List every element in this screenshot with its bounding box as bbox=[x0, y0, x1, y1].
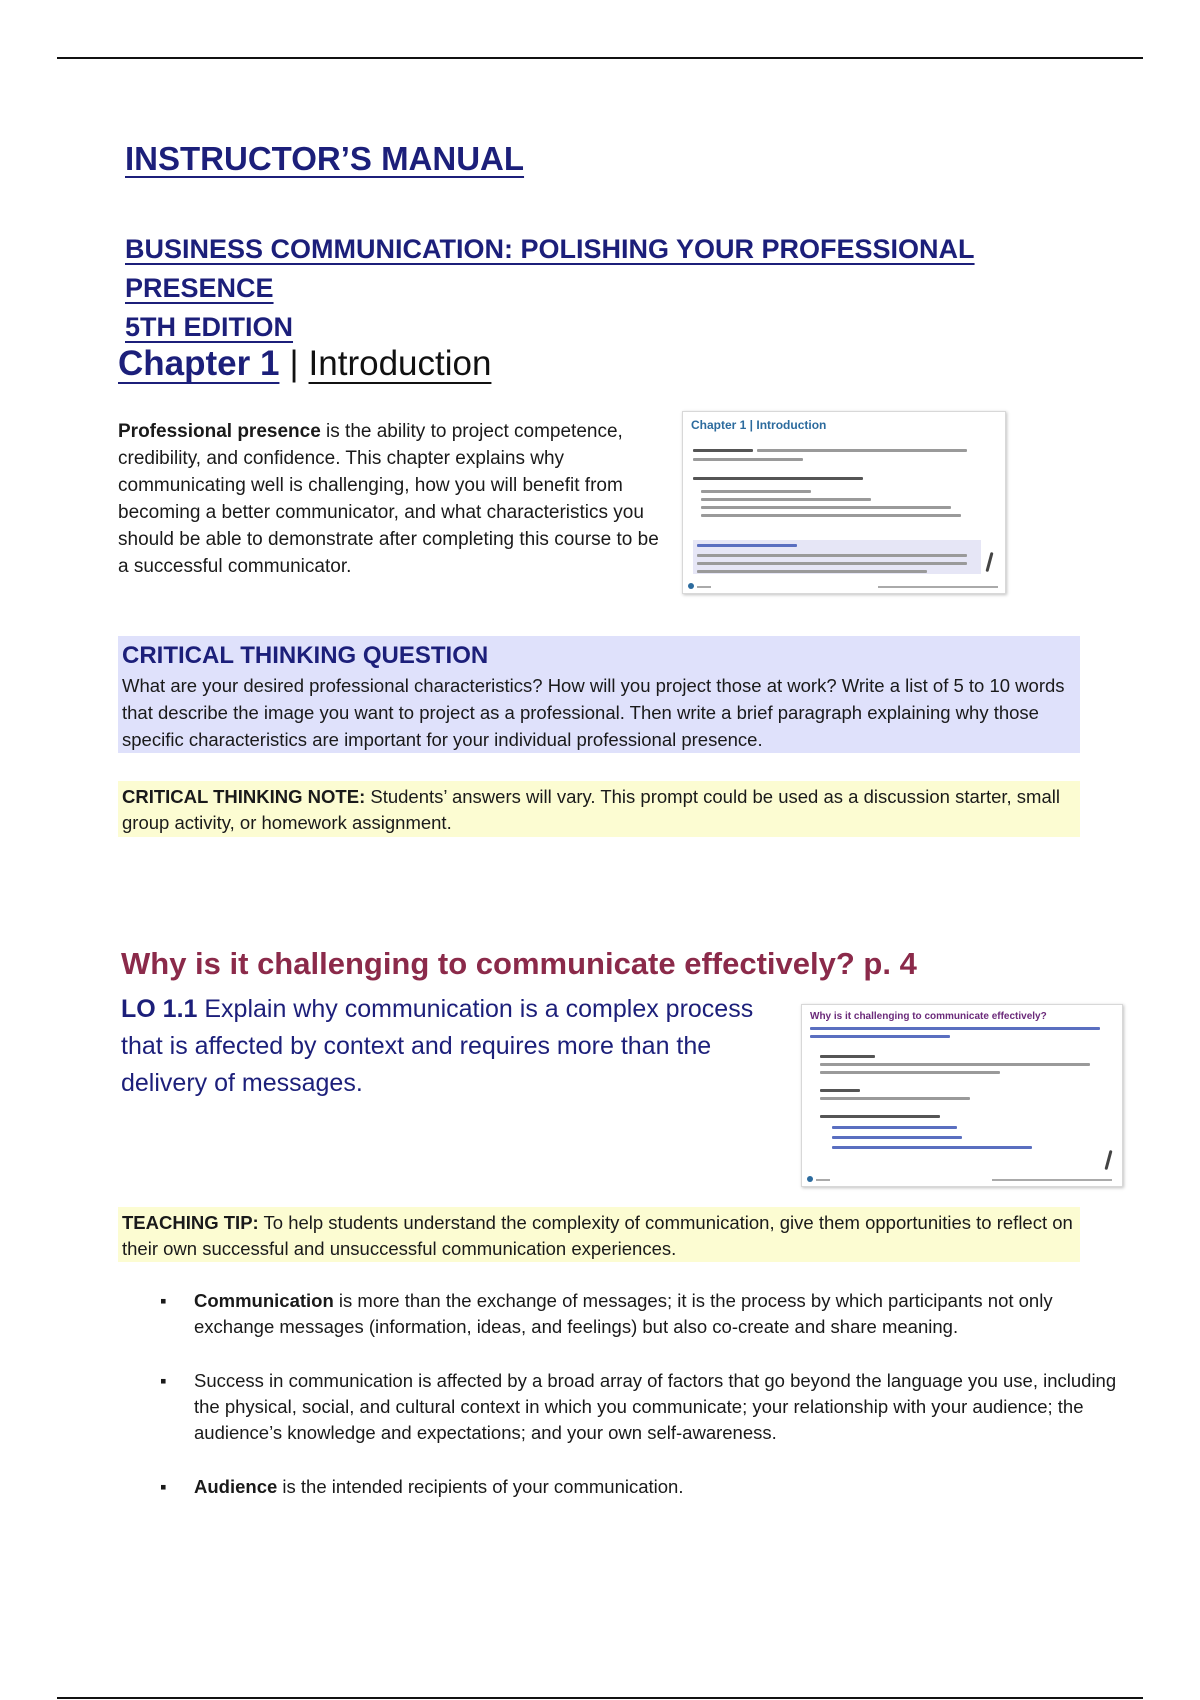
critical-thinking-heading: CRITICAL THINKING QUESTION bbox=[122, 642, 489, 669]
slide-text-line bbox=[701, 514, 961, 517]
slide-text-line bbox=[810, 1035, 950, 1038]
critical-thinking-box bbox=[118, 636, 1080, 753]
slide-text-line bbox=[820, 1089, 860, 1092]
slide-footer-line bbox=[816, 1179, 830, 1181]
slide-text-line bbox=[820, 1097, 970, 1100]
quill-icon bbox=[985, 552, 993, 572]
slide-text-line bbox=[701, 498, 871, 501]
slide-text-line bbox=[693, 449, 753, 452]
list-item-term: Audience bbox=[194, 1476, 278, 1497]
slide-text-line bbox=[697, 570, 927, 573]
slide-text-line bbox=[810, 1027, 1100, 1030]
quill-icon bbox=[1104, 1150, 1112, 1170]
list-item-text: is more than the exchange of messages; it is the process by which participants not only exchange messages (information, ideas, and feelings) but also co-create and share meaning. bbox=[194, 1290, 1053, 1337]
slide-title: Chapter 1 | Introduction bbox=[691, 418, 827, 432]
critical-thinking-note-label: CRITICAL THINKING NOTE: bbox=[122, 786, 366, 807]
logo-icon bbox=[807, 1176, 813, 1182]
slide-thumbnail-intro bbox=[682, 411, 1006, 594]
chapter-number: Chapter 1 bbox=[118, 344, 280, 383]
list-item bbox=[160, 1368, 1120, 1446]
slide-footer-line bbox=[878, 586, 998, 588]
slide-text-line bbox=[701, 490, 811, 493]
page-title: INSTRUCTOR’S MANUAL bbox=[125, 140, 525, 177]
list-item-term: Communication bbox=[194, 1290, 334, 1311]
chapter-name: Introduction bbox=[308, 344, 492, 383]
slide-text-line bbox=[820, 1115, 940, 1118]
slide-text-line bbox=[757, 449, 967, 452]
slide-text-line bbox=[832, 1136, 962, 1139]
slide-footer-line bbox=[992, 1179, 1112, 1181]
critical-thinking-text: What are your desired professional characteristics? How will you project those at work? Write a list of 5 to 10 words that describe the image you want to project as a professional. Then write a brief paragraph explaining why those specific characteristics are important for your individual professional presence. bbox=[122, 675, 1065, 750]
teaching-tip-label: TEACHING TIP: bbox=[122, 1212, 259, 1233]
learning-objective-text: Explain why communication is a complex process that is affected by context and requires more than the delivery of messages. bbox=[121, 995, 754, 1097]
chapter-heading bbox=[118, 344, 491, 384]
book-edition: 5TH EDITION bbox=[125, 312, 294, 342]
slide-text-line bbox=[820, 1063, 1090, 1066]
slide-footer-line bbox=[697, 586, 711, 588]
teaching-tip bbox=[118, 1207, 1080, 1262]
slide-text-line bbox=[820, 1071, 1000, 1074]
list-item bbox=[160, 1288, 1120, 1340]
slide-thumbnail-section bbox=[801, 1004, 1123, 1187]
learning-objective bbox=[121, 991, 781, 1102]
intro-paragraph bbox=[118, 418, 663, 580]
critical-thinking-note bbox=[118, 781, 1080, 837]
slide-text-line bbox=[697, 554, 967, 557]
list-item bbox=[160, 1474, 1120, 1500]
key-points-list bbox=[160, 1288, 1120, 1528]
slide-text-line bbox=[701, 506, 951, 509]
intro-term: Professional presence bbox=[118, 421, 321, 442]
logo-icon bbox=[688, 583, 694, 589]
bullet-marker: ▪ bbox=[160, 1476, 167, 1497]
bullet-marker: ▪ bbox=[160, 1290, 167, 1311]
list-item-text: is the intended recipients of your communication. bbox=[277, 1476, 684, 1497]
book-title bbox=[125, 230, 1125, 347]
slide-title: Why is it challenging to communicate effectively? bbox=[810, 1011, 1047, 1022]
intro-text: is the ability to project competence, credibility, and confidence. This chapter explains why communicating well is challenging, how you will benefit from becoming a better communicator, and what characteristics you should be able to demonstrate after completing this course to be a successful communicator. bbox=[118, 421, 659, 577]
chapter-separator: | bbox=[289, 344, 299, 383]
slide-text-line bbox=[832, 1126, 957, 1129]
teaching-tip-text: To help students understand the complexity of communication, give them opportunities to reflect on their own successful and unsuccessful communication experiences. bbox=[122, 1212, 1073, 1259]
slide-text-line bbox=[697, 562, 967, 565]
book-title-line1: BUSINESS COMMUNICATION: POLISHING YOUR PROFESSIONAL PRESENCE bbox=[125, 234, 975, 303]
list-item-text: Success in communication is affected by a broad array of factors that go beyond the language you use, including the physical, social, and cultural context in which you communicate; your relationship with your audience; the audience’s knowledge and expectations; and your own self-awareness. bbox=[194, 1370, 1117, 1443]
slide-text-line bbox=[832, 1146, 1032, 1149]
bottom-rule bbox=[57, 1697, 1143, 1699]
learning-objective-label: LO 1.1 bbox=[121, 995, 198, 1023]
critical-thinking-note-text: Students’ answers will vary. This prompt could be used as a discussion starter, small group activity, or homework assignment. bbox=[122, 786, 1060, 833]
slide-text-line bbox=[693, 477, 863, 480]
slide-text-line bbox=[697, 544, 797, 547]
section-heading: Why is it challenging to communicate effectively? p. 4 bbox=[121, 946, 917, 981]
top-rule bbox=[57, 57, 1143, 59]
bullet-marker: ▪ bbox=[160, 1370, 167, 1391]
slide-text-line bbox=[820, 1055, 875, 1058]
slide-text-line bbox=[693, 458, 803, 461]
